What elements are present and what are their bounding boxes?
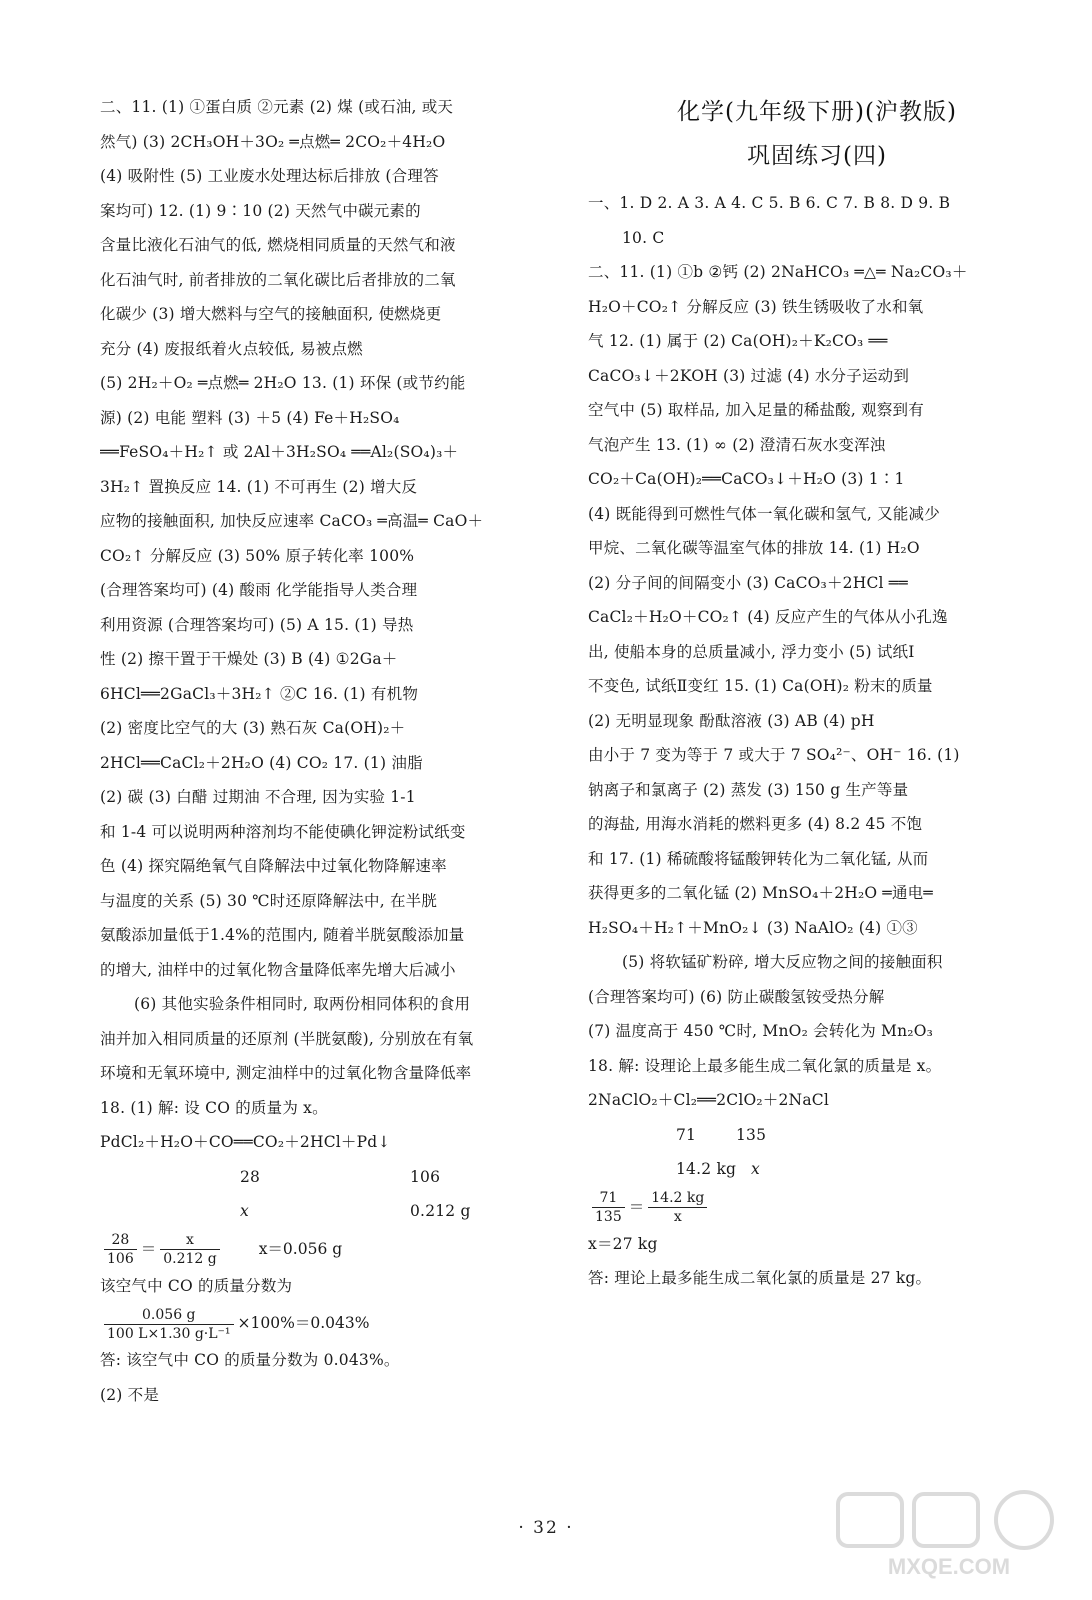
answer-line: 环境和无氧环境中, 测定油样中的过氧化物含量降低率: [100, 1064, 472, 1082]
page-number: · 32 ·: [518, 1518, 574, 1538]
answer-line: 3H₂↑ 置换反应 14. (1) 不可再生 (2) 增大反: [100, 477, 418, 496]
answer-line: 充分 (4) 废报纸着火点较低, 易被点燃: [100, 339, 363, 358]
answer-line: (7) 温度高于 450 ℃时, MnO₂ 会转化为 Mn₂O₃: [588, 1022, 934, 1040]
mass-value-a-right: 71: [676, 1125, 697, 1144]
answer-text-right: 答: 理论上最多能生成二氧化氯的质量是 27 kg。: [588, 1269, 932, 1287]
answer-line: 化碳少 (3) 增大燃料与空气的接触面积, 使燃烧更: [100, 305, 442, 323]
percent-fraction: $\frac{0.056 g}{\text{100 L×1.30 g·L⁻¹}}$: [104, 1306, 234, 1343]
answer-line: 应物的接触面积, 加快反应速率 CaCO₃ ═高温═ CaO＋: [100, 512, 484, 530]
percent-calc-row: [100, 1303, 555, 1343]
answer-line: 案均可) 12. (1) 9∶10 (2) 天然气中碳元素的: [100, 201, 421, 220]
answer-line: 钠离子和氯离子 (2) 蒸发 (3) 150 g 生产等量: [588, 780, 909, 799]
answer-line: 化石油气时, 前者排放的二氧化碳比后者排放的二氧: [100, 270, 456, 289]
fraction-left: $\frac{28}{106}$: [104, 1231, 137, 1268]
mass-value-b: 106: [410, 1167, 441, 1186]
answer-line: 18. 解: 设理论上最多能生成二氧化氯的质量是 x。: [588, 1056, 942, 1075]
answer-line: (5) 将软锰矿粉碎, 增大反应物之间的接触面积: [622, 953, 943, 971]
unknown-a: x: [240, 1202, 249, 1220]
answer-line: 10. C: [622, 228, 665, 247]
chemical-equation: PdCl₂＋H₂O＋CO══CO₂＋2HCl＋Pd↓: [100, 1133, 391, 1151]
answer-line: (2) 分子间的间隔变小 (3) CaCO₃＋2HCl ══: [588, 573, 908, 592]
unknown-row: [100, 1194, 555, 1229]
unknown-b-right: x: [751, 1160, 760, 1178]
answer-line: (合理答案均可) (4) 酸雨 化学能指导人类合理: [100, 581, 418, 599]
answer-line: CaCO₃↓＋2KOH (3) 过滤 (4) 水分子运动到: [588, 366, 910, 385]
answer-line: 二、11. (1) ①b ②钙 (2) 2NaHCO₃ ═△═ Na₂CO₃＋: [588, 263, 968, 281]
watermark-logo-icon: [834, 1490, 1064, 1582]
answer-line: 空气中 (5) 取样品, 加入足量的稀盐酸, 观察到有: [588, 401, 924, 419]
answer-line: (4) 吸附性 (5) 工业废水处理达标后排放 (合理答: [100, 167, 439, 185]
answer-line: 出, 使船本身的总质量减小, 浮力变小 (5) 试纸Ⅰ: [588, 642, 915, 661]
fraction-right: $\frac{x}{0.212 g}$: [160, 1231, 220, 1268]
answer-line: 一、1. D 2. A 3. A 4. C 5. B 6. C 7. B 8. D 9. B: [588, 194, 951, 212]
answer-line: CO₂＋Ca(OH)₂══CaCO₃↓＋H₂O (3) 1∶1: [588, 470, 905, 488]
answer-line: (4) 既能得到可燃性气体一氧化碳和氢气, 又能减少: [588, 504, 940, 523]
mass-ratio-row-right: [588, 1118, 1046, 1153]
unknown-a-right: 14.2 kg: [676, 1160, 737, 1178]
answer-line: 的海盐, 用海水消耗的燃料更多 (4) 8.2 45 不饱: [588, 815, 923, 833]
answer-line: (合理答案均可) (6) 防止碳酸氢铵受热分解: [588, 987, 885, 1006]
answer-line: 由小于 7 变为等于 7 或大于 7 SO₄²⁻、OH⁻ 16. (1): [588, 746, 960, 764]
answer-line: 气泡产生 13. (1) ∞ (2) 澄清石灰水变浑浊: [588, 435, 886, 454]
result-text: x＝0.056 g: [258, 1239, 343, 1258]
left-q6-lines: [100, 987, 555, 1091]
fraction-left-right: $\frac{71}{135}$: [592, 1189, 625, 1226]
answer-line: 色 (4) 探究隔绝氧气自降解法中过氧化物降解速率: [100, 857, 447, 875]
unknown-b: 0.212 g: [410, 1202, 471, 1220]
section-subtitle: 巩固练习(四): [747, 143, 887, 169]
mass-fraction-label: 该空气中 CO 的质量分数为: [100, 1276, 293, 1295]
answer-line: ══FeSO₄＋H₂↑ 或 2Al＋3H₂SO₄ ══Al₂(SO₄)₃＋: [100, 443, 459, 461]
answer-line: (2) 碳 (3) 白醋 过期油 不合理, 因为实验 1-1: [100, 788, 416, 806]
left-column: [100, 90, 555, 1412]
answer-line: 含量比液化石油气的低, 燃烧相同质量的天然气和液: [100, 236, 456, 254]
right-answer-lines: [588, 186, 1046, 1118]
answer-line: 获得更多的二氧化锰 (2) MnSO₄＋2H₂O ═通电═: [588, 884, 933, 902]
unknown-row-right: [588, 1152, 1046, 1187]
answer-line: 然气) (3) 2CH₃OH＋3O₂ ═点燃═ 2CO₂＋4H₂O: [100, 132, 446, 151]
watermark-text: MXQE.COM: [887, 1554, 1011, 1579]
answer-text: 答: 该空气中 CO 的质量分数为 0.043%。: [100, 1351, 400, 1369]
answer-line: (2) 密度比空气的大 (3) 熟石灰 Ca(OH)₂＋: [100, 719, 406, 737]
answer-line: 性 (2) 擦干置于干燥处 (3) B (4) ①2Ga＋: [100, 650, 398, 668]
answer-line: 二、11. (1) ①蛋白质 ②元素 (2) 煤 (或石油, 或天: [100, 98, 454, 116]
answer-line: (6) 其他实验条件相同时, 取两份相同体积的食用: [134, 995, 471, 1013]
answer-line: 油并加入相同质量的还原剂 (半胱氨酸), 分别放在有氧: [100, 1029, 474, 1048]
answer-line: 2HCl══CaCl₂＋2H₂O (4) CO₂ 17. (1) 油脂: [100, 753, 423, 772]
answer-line: 气 12. (1) 属于 (2) Ca(OH)₂＋K₂CO₃ ══: [588, 332, 888, 350]
section-title: 化学(九年级下册)(沪教版): [677, 99, 957, 125]
answer-line: 和 17. (1) 稀硫酸将锰酸钾转化为二氧化锰, 从而: [588, 849, 929, 868]
answer-line: 2NaClO₂＋Cl₂══2ClO₂＋2NaCl: [588, 1091, 829, 1109]
left-answer-lines: [100, 90, 555, 987]
right-column: [588, 90, 1046, 1296]
answer-line: 不变色, 试纸Ⅱ变红 15. (1) Ca(OH)₂ 粉末的质量: [588, 677, 933, 695]
answer-line: 甲烷、二氧化碳等温室气体的排放 14. (1) H₂O: [588, 539, 920, 557]
mass-value-a: 28: [240, 1167, 261, 1186]
answer-line: H₂O＋CO₂↑ 分解反应 (3) 铁生锈吸收了水和氧: [588, 297, 924, 316]
part2-text: (2) 不是: [100, 1385, 160, 1404]
mass-ratio-row: [100, 1160, 555, 1195]
answer-line: 利用资源 (合理答案均可) (5) A 15. (1) 导热: [100, 615, 414, 634]
fraction-right-right: $\frac{14.2 kg}{x}$: [648, 1189, 707, 1226]
answer-line: 源) (2) 电能 塑料 (3) ＋5 (4) Fe＋H₂SO₄: [100, 408, 400, 427]
answer-line: H₂SO₄＋H₂↑＋MnO₂↓ (3) NaAlO₂ (4) ①③: [588, 918, 918, 937]
proportion-row: $\frac{28}{106}$ ＝ $\frac{x}{0.212 g}$ x＝0.056 g: [100, 1229, 555, 1269]
proportion-row-right: $\frac{71}{135}$ ＝ $\frac{14.2 kg}{x}$: [588, 1187, 1046, 1227]
answer-line: 的增大, 油样中的过氧化物含量降低率先增大后减小: [100, 960, 456, 979]
answer-line: (2) 无明显现象 酚酞溶液 (3) AB (4) pH: [588, 711, 875, 730]
answer-line: 氨酸添加量低于1.4%的范围内, 随着半胱氨酸添加量: [100, 926, 465, 944]
answer-line: CO₂↑ 分解反应 (3) 50% 原子转化率 100%: [100, 546, 415, 565]
q18-heading: 18. (1) 解: 设 CO 的质量为 x。: [100, 1098, 328, 1117]
result-text-right: x＝27 kg: [588, 1234, 658, 1253]
answer-line: CaCl₂＋H₂O＋CO₂↑ (4) 反应产生的气体从小孔逸: [588, 608, 948, 626]
mass-value-b-right: 135: [736, 1125, 767, 1144]
answer-line: 和 1-4 可以说明两种溶剂均不能使碘化钾淀粉试纸变: [100, 822, 466, 841]
answer-line: (5) 2H₂＋O₂ ═点燃═ 2H₂O 13. (1) 环保 (或节约能: [100, 374, 466, 392]
percent-result: ×100%＝0.043%: [237, 1314, 370, 1332]
answer-line: 6HCl══2GaCl₃＋3H₂↑ ②C 16. (1) 有机物: [100, 684, 419, 703]
answer-line: 与温度的关系 (5) 30 ℃时还原降解法中, 在半胱: [100, 891, 438, 910]
